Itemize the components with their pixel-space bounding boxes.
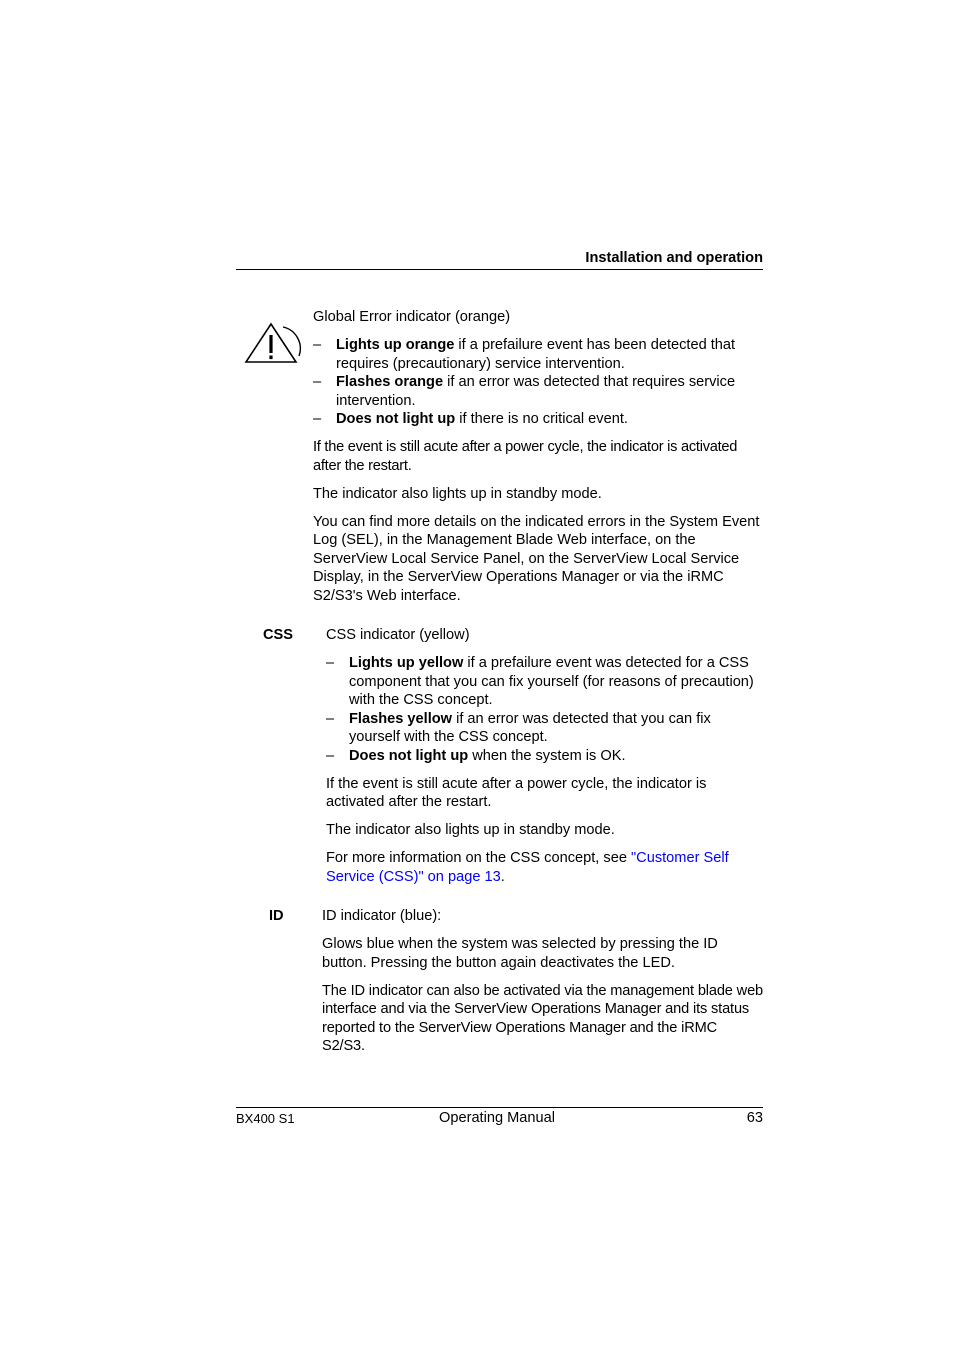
- item-bold: Does not light up: [336, 411, 456, 427]
- warning-triangle-icon: [244, 322, 302, 366]
- css-label: CSS: [263, 627, 294, 643]
- paragraph: Glows blue when the system was selected by pressing the ID button. Pressing the button again deactivates the LED.: [322, 936, 718, 971]
- item-bold: Lights up yellow: [349, 655, 464, 671]
- css-heading: CSS indicator (yellow): [326, 627, 470, 643]
- dash-marker: –: [326, 655, 335, 671]
- global-error-section: [313, 308, 763, 605]
- list-item: [326, 710, 763, 747]
- dash-marker: –: [313, 374, 322, 390]
- item-text: if there is no critical event.: [455, 411, 628, 427]
- item-text: if a prefailure event was detected for a CSS component that you can fix yourself (for reasons of precaution) with the CSS concept.: [349, 655, 754, 708]
- list-item: [326, 747, 763, 766]
- paragraph: The indicator also lights up in standby mode.: [313, 485, 602, 502]
- item-text: if an error was detected that requires service intervention.: [336, 374, 736, 409]
- paragraph: If the event is still acute after a power cycle, the indicator is activated after the restart.: [313, 439, 738, 474]
- item-text: if an error was detected that you can fix yourself with the CSS concept.: [349, 710, 711, 745]
- id-heading: ID indicator (blue):: [322, 908, 442, 924]
- css-list: [326, 654, 763, 765]
- list-item: [326, 654, 763, 710]
- global-error-list: [313, 336, 763, 429]
- more-info-prefix: For more information on the CSS concept, see: [326, 850, 631, 866]
- paragraph: You can find more details on the indicated errors in the System Event Log (SEL), in the Management Blade Web interface, on the ServerView Local Service Panel, on the ServerView Local Service Display, in the ServerView Operations Manager or via the iRMC S2/S3's Web interface.: [313, 513, 760, 604]
- item-text: when the system is OK.: [468, 747, 626, 764]
- page-header-title: Installation and operation: [585, 250, 763, 266]
- css-section: [326, 626, 763, 886]
- id-section: [322, 907, 763, 1056]
- footer-divider: [236, 1107, 763, 1108]
- item-bold: Lights up orange: [336, 337, 455, 353]
- css-more-info: [326, 849, 763, 886]
- paragraph: If the event is still acute after a power cycle, the indicator is activated after the restart.: [326, 775, 707, 810]
- id-label: ID: [269, 908, 284, 924]
- paragraph: The indicator also lights up in standby mode.: [326, 822, 615, 838]
- dash-marker: –: [326, 747, 335, 764]
- item-text: if a prefailure event has been detected that requires (precautionary) service intervention.: [336, 337, 736, 372]
- item-bold: Flashes orange: [336, 374, 444, 390]
- item-bold: Flashes yellow: [349, 710, 453, 727]
- dash-marker: –: [313, 337, 322, 353]
- paragraph: The ID indicator can also be activated via the management blade web interface and via the ServerView Operations Manager and its status reported to the ServerView Operations Manager and the iRMC S2/S3.: [322, 982, 764, 1054]
- dash-marker: –: [313, 411, 322, 427]
- page-number: 63: [746, 1110, 763, 1126]
- customer-self-service-link[interactable]: "Customer Self Service (CSS)" on page 13: [326, 850, 729, 885]
- footer-product: BX400 S1: [236, 1111, 295, 1126]
- global-error-heading: Global Error indicator (orange): [313, 309, 511, 325]
- item-bold: Does not light up: [349, 747, 469, 764]
- list-item: [313, 373, 763, 410]
- more-info-suffix: .: [500, 868, 505, 885]
- list-item: [313, 410, 763, 429]
- footer-document-title: Operating Manual: [439, 1110, 556, 1126]
- list-item: [313, 336, 763, 373]
- header-divider: [236, 269, 763, 270]
- dash-marker: –: [326, 710, 335, 727]
